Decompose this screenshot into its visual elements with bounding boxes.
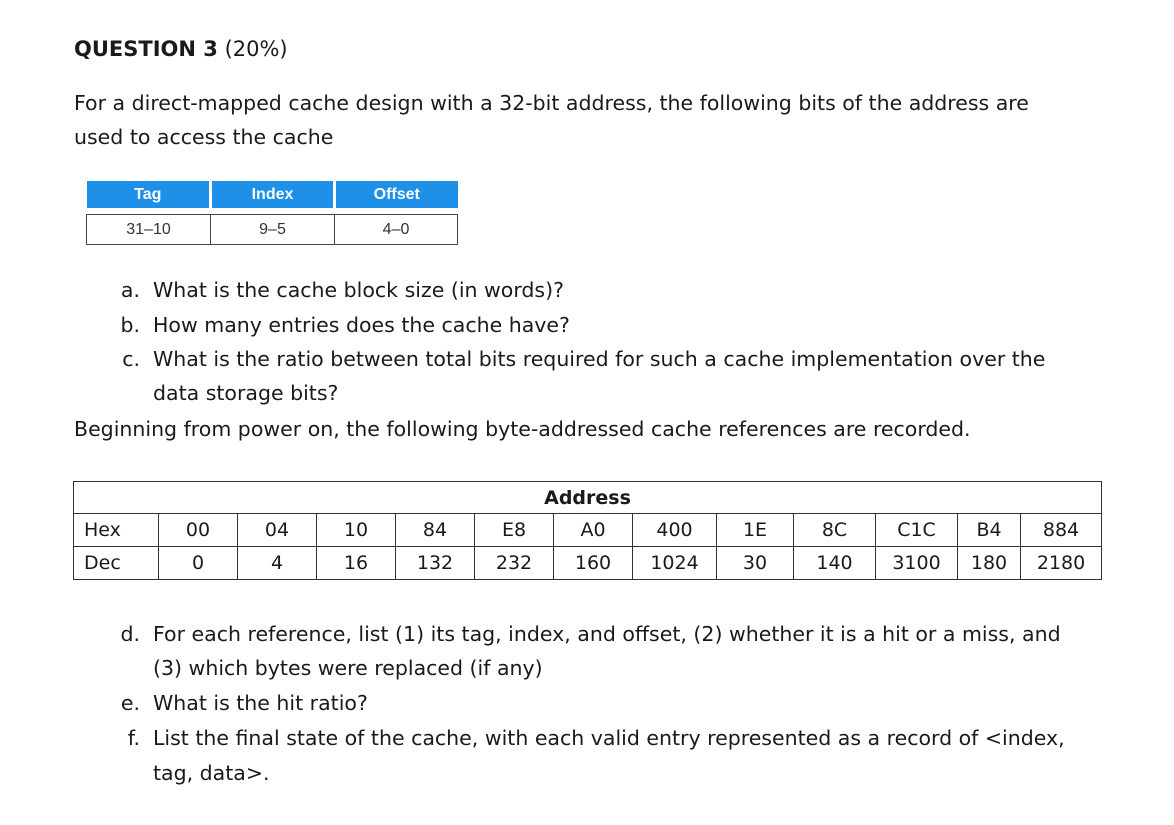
question-c-line-1: What is the ratio between total bits required for such a cache implementation over the	[153, 347, 1046, 371]
hex-cell: 884	[1021, 514, 1102, 547]
dec-cell: 160	[554, 547, 633, 580]
hex-cell: B4	[958, 514, 1021, 547]
dec-label: Dec	[74, 547, 159, 580]
question-b: How many entries does the cache have?	[153, 313, 570, 337]
dec-cell: 2180	[1021, 547, 1102, 580]
question-f-marker: f.	[127, 726, 140, 750]
question-d-marker: d.	[120, 622, 140, 646]
hex-cell: C1C	[876, 514, 958, 547]
dec-row	[74, 547, 1102, 580]
dec-cell: 132	[396, 547, 475, 580]
question-f-line-1: List the final state of the cache, with each valid entry represented as a record of <index,	[153, 726, 1065, 750]
dec-cell: 232	[475, 547, 554, 580]
question-c-marker: c.	[122, 347, 140, 371]
tag-bits: 31–10	[87, 215, 211, 245]
intro-line-1: For a direct-mapped cache design with a 32-bit address, the following bits of the address are	[74, 91, 1029, 115]
offset-header: Offset	[335, 181, 458, 208]
question-e: What is the hit ratio?	[153, 691, 368, 715]
question-d-line-1: For each reference, list (1) its tag, index, and offset, (2) whether it is a hit or a miss, and	[153, 622, 1061, 646]
dec-cell: 1024	[633, 547, 717, 580]
offset-bits: 4–0	[335, 215, 458, 245]
tag-header: Tag	[87, 181, 211, 208]
hex-cell: 1E	[717, 514, 794, 547]
dec-cell: 140	[794, 547, 876, 580]
question-a-marker: a.	[120, 278, 140, 302]
hex-cell: E8	[475, 514, 554, 547]
hex-cell: A0	[554, 514, 633, 547]
intro-line-2: used to access the cache	[74, 125, 334, 149]
dec-cell: 4	[238, 547, 317, 580]
hex-cell: 00	[159, 514, 238, 547]
hex-cell: 8C	[794, 514, 876, 547]
hex-row	[74, 514, 1102, 547]
question-b-marker: b.	[120, 313, 140, 337]
address-table	[73, 481, 1102, 580]
hex-cell: 04	[238, 514, 317, 547]
dec-cell: 180	[958, 547, 1021, 580]
address-fields-table	[86, 181, 458, 245]
dec-cell: 16	[317, 547, 396, 580]
question-title	[74, 37, 288, 61]
question-a: What is the cache block size (in words)?	[153, 278, 564, 302]
question-c-line-2: data storage bits?	[153, 381, 339, 405]
references-intro: Beginning from power on, the following byte-addressed cache references are recorded.	[74, 417, 971, 441]
dec-cell: 30	[717, 547, 794, 580]
hex-cell: 84	[396, 514, 475, 547]
intro-paragraph	[74, 86, 1029, 154]
hex-label: Hex	[74, 514, 159, 547]
dec-cell: 0	[159, 547, 238, 580]
address-heading: Address	[74, 482, 1102, 514]
question-weight: (20%)	[224, 37, 288, 61]
index-header: Index	[211, 181, 335, 208]
question-number: QUESTION 3	[74, 37, 218, 61]
question-e-marker: e.	[120, 691, 140, 715]
dec-cell: 3100	[876, 547, 958, 580]
question-d-line-2: (3) which bytes were replaced (if any)	[153, 656, 543, 680]
hex-cell: 10	[317, 514, 396, 547]
hex-cell: 400	[633, 514, 717, 547]
question-f-line-2: tag, data>.	[153, 761, 270, 785]
index-bits: 9–5	[211, 215, 335, 245]
